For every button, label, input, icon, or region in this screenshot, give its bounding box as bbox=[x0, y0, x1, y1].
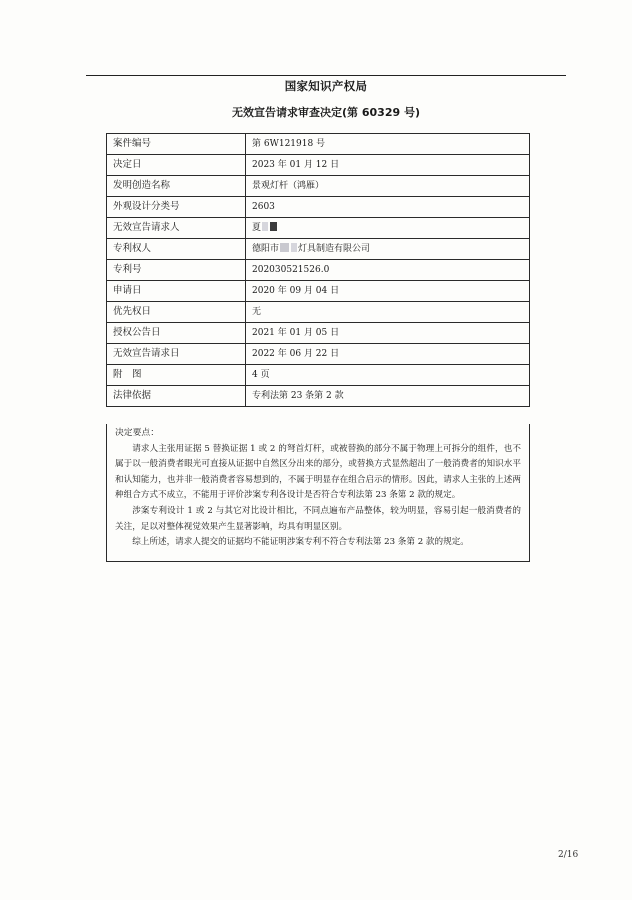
patentee-name-suffix: 灯具制造有限公司 bbox=[298, 244, 371, 254]
field-label: 无效宣告请求人 bbox=[107, 218, 246, 239]
field-label: 附 图 bbox=[107, 365, 246, 386]
field-value-request-date: 2022 年 06 月 22 日 bbox=[246, 344, 530, 365]
field-label: 授权公告日 bbox=[107, 323, 246, 344]
patentee-name-prefix: 德阳市 bbox=[252, 244, 280, 254]
field-value-design-class: 2603 bbox=[246, 197, 530, 218]
field-value-patentee bbox=[246, 239, 530, 260]
field-label: 决定日 bbox=[107, 155, 246, 176]
decision-paragraph: 涉案专利设计 1 或 2 与其它对比设计相比，不同点遍布产品整体，较为明显，容易引起一般消费者的关注，足以对整体视觉效果产生显著影响，均具有明显区别。 bbox=[115, 505, 521, 532]
decision-heading: 决定要点： bbox=[115, 428, 159, 438]
field-label: 优先权日 bbox=[107, 302, 246, 323]
decision-paragraph: 综上所述，请求人提交的证据均不能证明涉案专利不符合专利法第 23 条第 2 款的规定。 bbox=[132, 537, 469, 548]
table-row bbox=[107, 155, 530, 176]
field-value-filing-date: 2020 年 09 月 04 日 bbox=[246, 281, 530, 302]
table-row bbox=[107, 134, 530, 155]
redaction-mark bbox=[291, 243, 297, 252]
field-label: 法律依据 bbox=[107, 386, 246, 407]
table-row bbox=[107, 344, 530, 365]
field-value-legal-basis: 专利法第 23 条第 2 款 bbox=[246, 386, 530, 407]
page-number: 2/16 bbox=[558, 850, 579, 860]
case-info-table bbox=[106, 133, 530, 407]
field-value-attachment: 4 页 bbox=[246, 365, 530, 386]
field-label: 专利权人 bbox=[107, 239, 246, 260]
field-label: 专利号 bbox=[107, 260, 246, 281]
field-value-requester bbox=[246, 218, 530, 239]
redaction-mark bbox=[270, 222, 277, 231]
table-row bbox=[107, 260, 530, 281]
decision-summary-box bbox=[106, 424, 530, 562]
table-row bbox=[107, 176, 530, 197]
redaction-mark bbox=[262, 222, 268, 231]
field-label: 申请日 bbox=[107, 281, 246, 302]
table-row bbox=[107, 197, 530, 218]
table-row bbox=[107, 281, 530, 302]
redaction-mark bbox=[280, 243, 289, 252]
field-value-patent-number: 202030521526.0 bbox=[246, 260, 530, 281]
table-row bbox=[107, 218, 530, 239]
field-label: 外观设计分类号 bbox=[107, 197, 246, 218]
requester-name: 夏 bbox=[252, 223, 262, 233]
field-value-decision-date: 2023 年 01 月 12 日 bbox=[246, 155, 530, 176]
field-label: 案件编号 bbox=[107, 134, 246, 155]
field-value-grant-date: 2021 年 01 月 05 日 bbox=[246, 323, 530, 344]
field-value-case-number: 第 6W121918 号 bbox=[246, 134, 530, 155]
table-row bbox=[107, 323, 530, 344]
field-label: 无效宣告请求日 bbox=[107, 344, 246, 365]
table-row bbox=[107, 239, 530, 260]
office-name: 国家知识产权局 bbox=[284, 79, 368, 93]
field-value-invention-name: 景观灯杆（鸿雁） bbox=[246, 176, 530, 197]
decision-paragraph: 请求人主张用证据 5 替换证据 1 或 2 的弩首灯杆，或被替换的部分不属于物理上可拆分的组件，也不属于以一般消费者眼光可直接从证据中自然区分出来的部分，或替换方式显然超出了一般消费者的知识水平和认知能力，也并非一般消费者容易想到的，不属于明显存在组合启示的情形。因此，请求人主张的上述两种组合方式不成立，不能用于评价涉案专利各设计是否符合专利法第 23 条第 2 款的规定。 bbox=[115, 443, 521, 501]
document-title: 无效宣告请求审查决定(第 60329 号) bbox=[232, 106, 420, 119]
field-label: 发明创造名称 bbox=[107, 176, 246, 197]
table-row bbox=[107, 365, 530, 386]
table-row bbox=[107, 386, 530, 407]
header-rule bbox=[86, 75, 566, 76]
field-value-priority-date: 无 bbox=[246, 302, 530, 323]
table-row bbox=[107, 302, 530, 323]
